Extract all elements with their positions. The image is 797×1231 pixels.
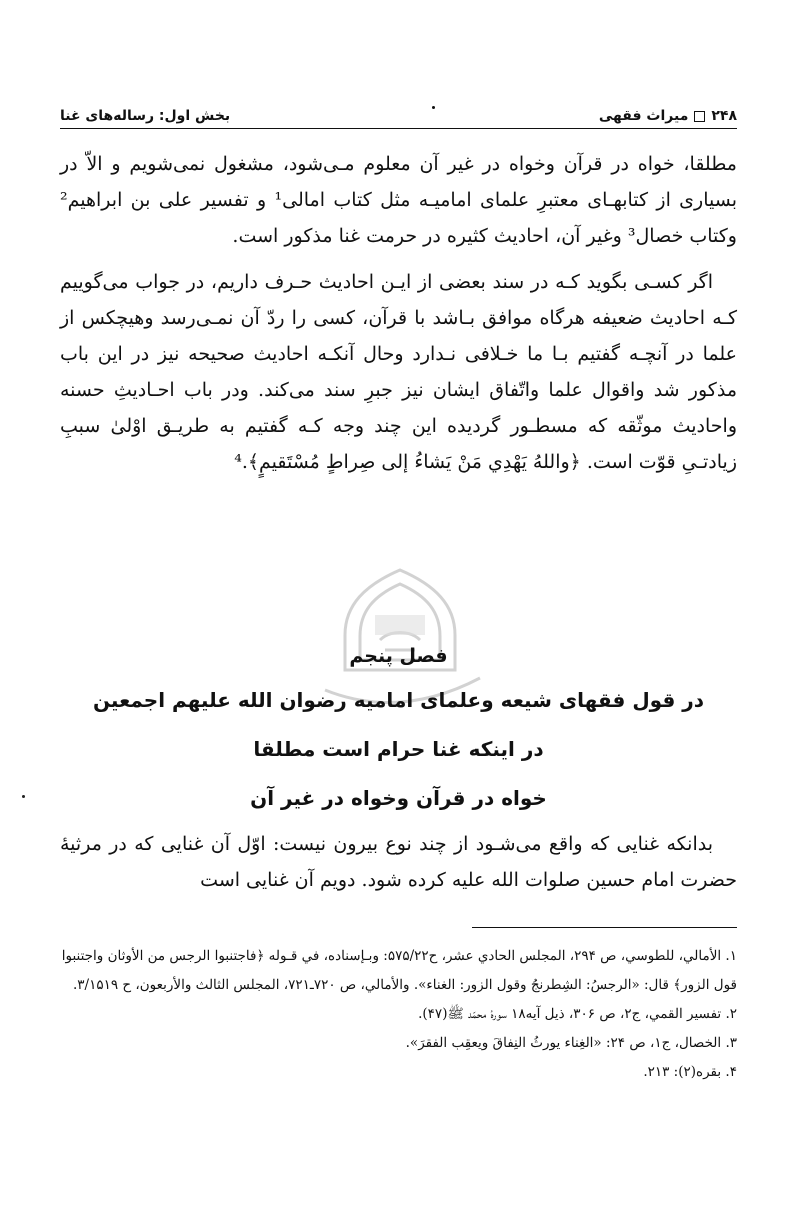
square-ornament-icon — [694, 111, 705, 122]
main-text — [60, 146, 737, 490]
section-title: فصل پنجم — [349, 645, 448, 667]
footnote-rule — [472, 927, 737, 928]
paragraph-3: بدانکه غنایی که واقع می‌شـود از چند نوع بیرون نیست: اوّل آن غنایی که در مرثیهٔ حضرت امام حسین صلوات الله علیه کرده شود. دویم آن غنایی است — [60, 833, 737, 891]
section-heading-line-1: در قول فقهای شیعه وعلمای امامیه رضوان الله علیهم اجمعین — [92, 688, 705, 712]
book-title: میراث فقهی — [598, 108, 689, 124]
paragraph-2: اگر کسـی بگوید کـه در سند بعضی از ایـن احادیث حـرف داریم، در جواب می‌گوییم کـه احادیث ضعیفه هرگاه موافق بـاشد با قرآن، کسی را ردّ آن نمـی‌رسد وهیچکس از علما در آنچـه گفتیم بـا ما خـلافی نـدارد وحال آنکـه احادیث صحیحه نیز در این باب مذکور شد واقوال علما واتّفاق ایشان نیز جبرِ سند می‌کند. ودر باب احـادیثِ حسنه واحادیث موثّقه که مسطـور گردیده این چند وجه کـه گفتیم به طریـق اوْلیٰ سببِ زیادتـیِ قوّت است. ﴿واللهُ يَهْدِي مَنْ يَشاءُ إلى صِراطٍ مُسْتَقيمٍ﴾.⁴ — [60, 271, 737, 473]
paragraph-1: مطلقا، خواه در قرآن وخواه در غیر آن معلوم مـی‌شود، مشغول نمی‌شویم و الاّ در بسیاری از کتابهـای معتبرِ علمای امامیـه مثل کتاب امالی¹ و تفسیر علی بن ابراهیم² وکتاب خصال³ وغیر آن، احادیث کثیره در حرمت غنا مذکور است. — [60, 153, 737, 247]
footnotes — [60, 942, 737, 1087]
running-header — [60, 94, 737, 124]
section-label: بخش اول: رساله‌های غنا — [60, 108, 231, 124]
section-heading-line-3: خواه در قرآن وخواه در غیر آن — [250, 786, 547, 810]
footnote-2: ۲. تفسیر القمي، ج۲، ص ۳۰۶، ذیل آیه۱۸ سورهٔ محمّد ﷺ(۴۷). — [418, 1006, 737, 1022]
section-heading-line-2: در اینکه غنا حرام است مطلقا — [253, 737, 544, 761]
footnote-4: ۴. بقره(۲): ۲۱۳. — [643, 1064, 737, 1080]
scan-speck-icon — [22, 795, 25, 798]
header-rule — [60, 128, 737, 129]
section-text — [60, 826, 737, 908]
header-dot-icon — [432, 106, 435, 109]
folio — [599, 108, 737, 124]
page-number: ۲۴۸ — [711, 108, 737, 124]
footnote-1: ۱. الأمالي، للطوسي، ص ۲۹۴، المجلس الحادي عشر، ح۵۷۵/۲۲: وبـإسناده، في قـوله ﴿فاجتنبوا الرجس من الأوثان واجتنبوا قول الزور﴾ قال: «الرجسُ: الشِطرنجُ وقول الزور: الغناء». والأمالي، ص ۷۲۰ـ۷۲۱، المجلس الثالث والأربعون، ح ۳/۱۵۱۹. — [61, 948, 737, 993]
footnote-3: ۳. الخصال، ج۱، ص ۲۴: «الغِناء یورثُ النِفاقَ ویعقِب الفقرَ». — [405, 1035, 737, 1051]
